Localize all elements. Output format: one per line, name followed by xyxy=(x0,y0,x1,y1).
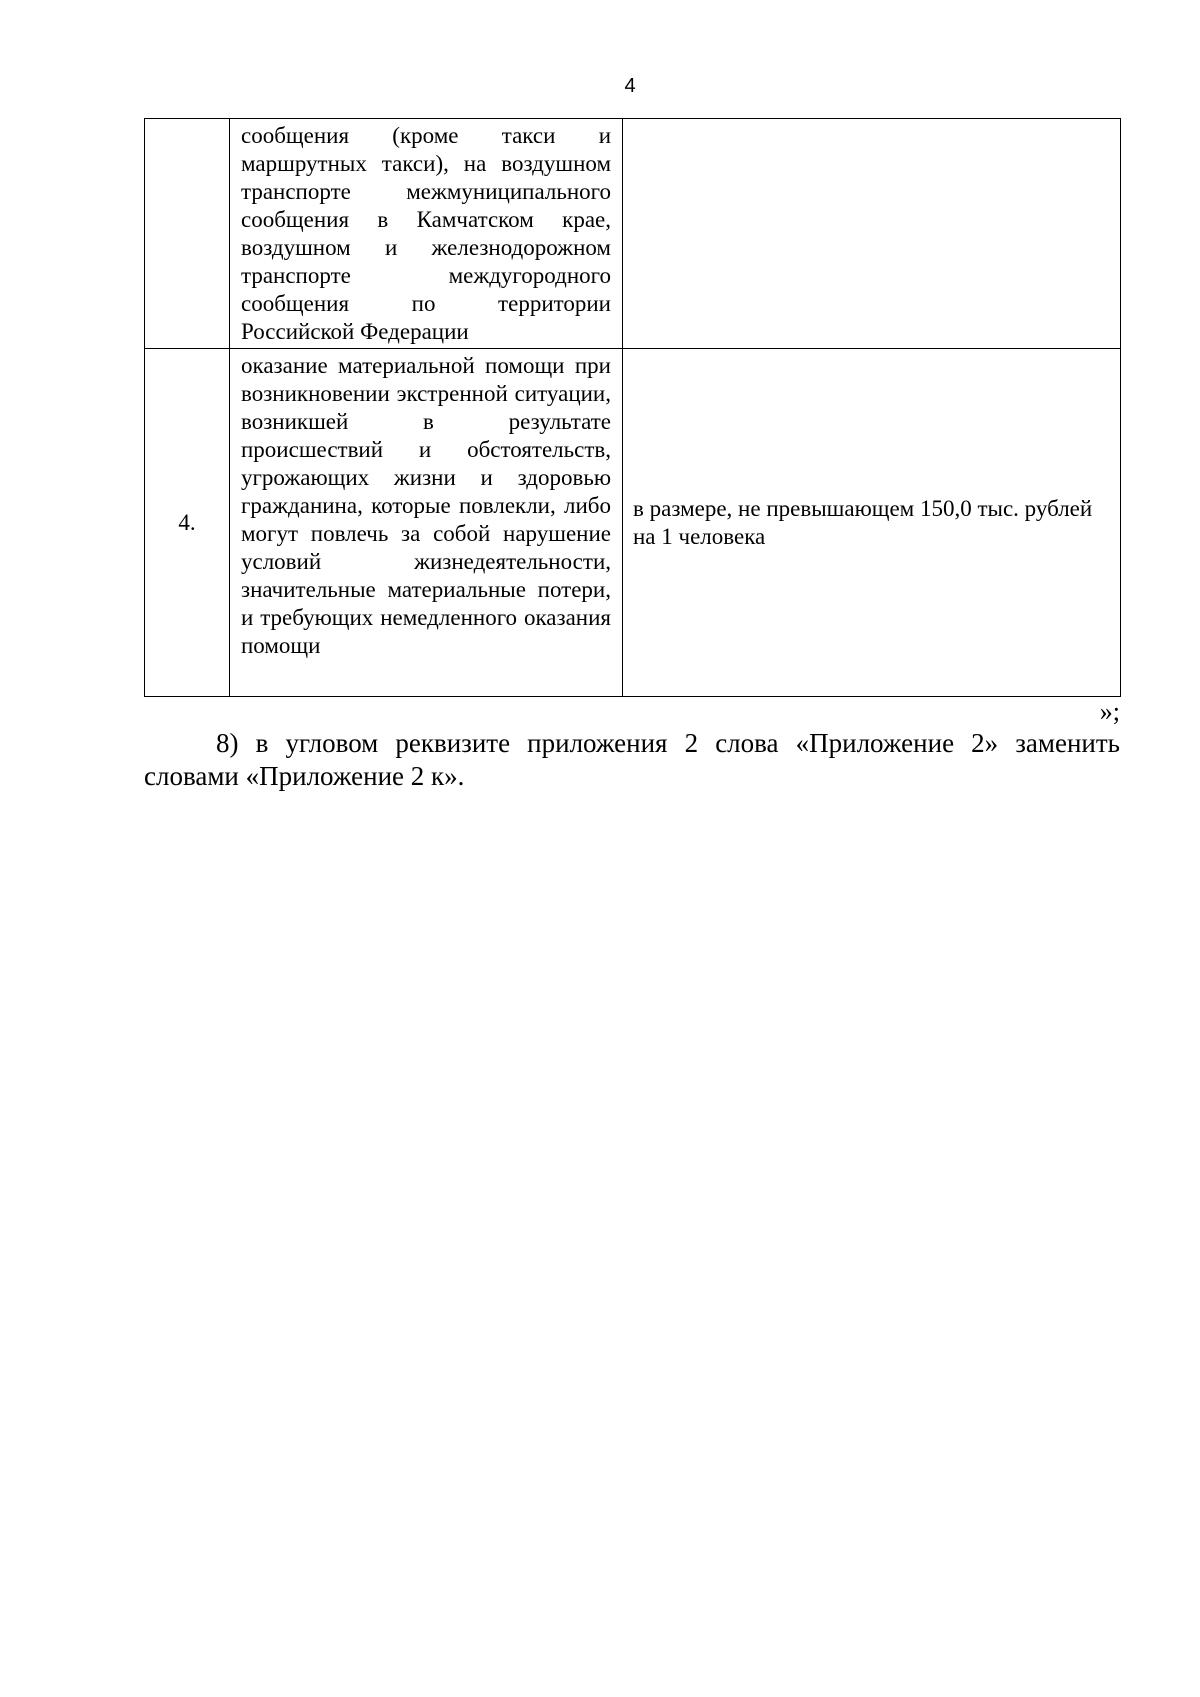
benefits-table xyxy=(144,118,1121,697)
table-row xyxy=(145,349,1121,697)
row-description-cell: оказание материальной помощи при возникновении экстренной ситуации, возникшей в результате происшествий и обстоятельств, угрожающих жизни и здоровью гражданина, которые повлекли, либо могут повлечь за собой нарушение условий жизнедеятельности, значительные материальные потери, и требующих немедленного оказания помощи xyxy=(230,349,623,697)
amendment-paragraph: 8) в угловом реквизите приложения 2 слова «Приложение 2» заменить словами «Приложение 2 к». xyxy=(144,728,1120,791)
row-number-cell xyxy=(145,119,230,349)
row-number-cell: 4. xyxy=(145,349,230,697)
row-amount-cell xyxy=(623,119,1121,349)
table-row xyxy=(145,119,1121,349)
row-amount-cell: в размере, не превышающем 150,0 тыс. рублей на 1 человека xyxy=(623,349,1121,697)
row-description-cell: сообщения (кроме такси и маршрутных такси), на воздушном транспорте межмуниципального сообщения в Камчатском крае, воздушном и железнодорожном транспорте междугородного сообщения по территории Российской Федерации xyxy=(230,119,623,349)
page-number: 4 xyxy=(624,75,636,97)
closing-quote: »; xyxy=(1099,697,1120,726)
